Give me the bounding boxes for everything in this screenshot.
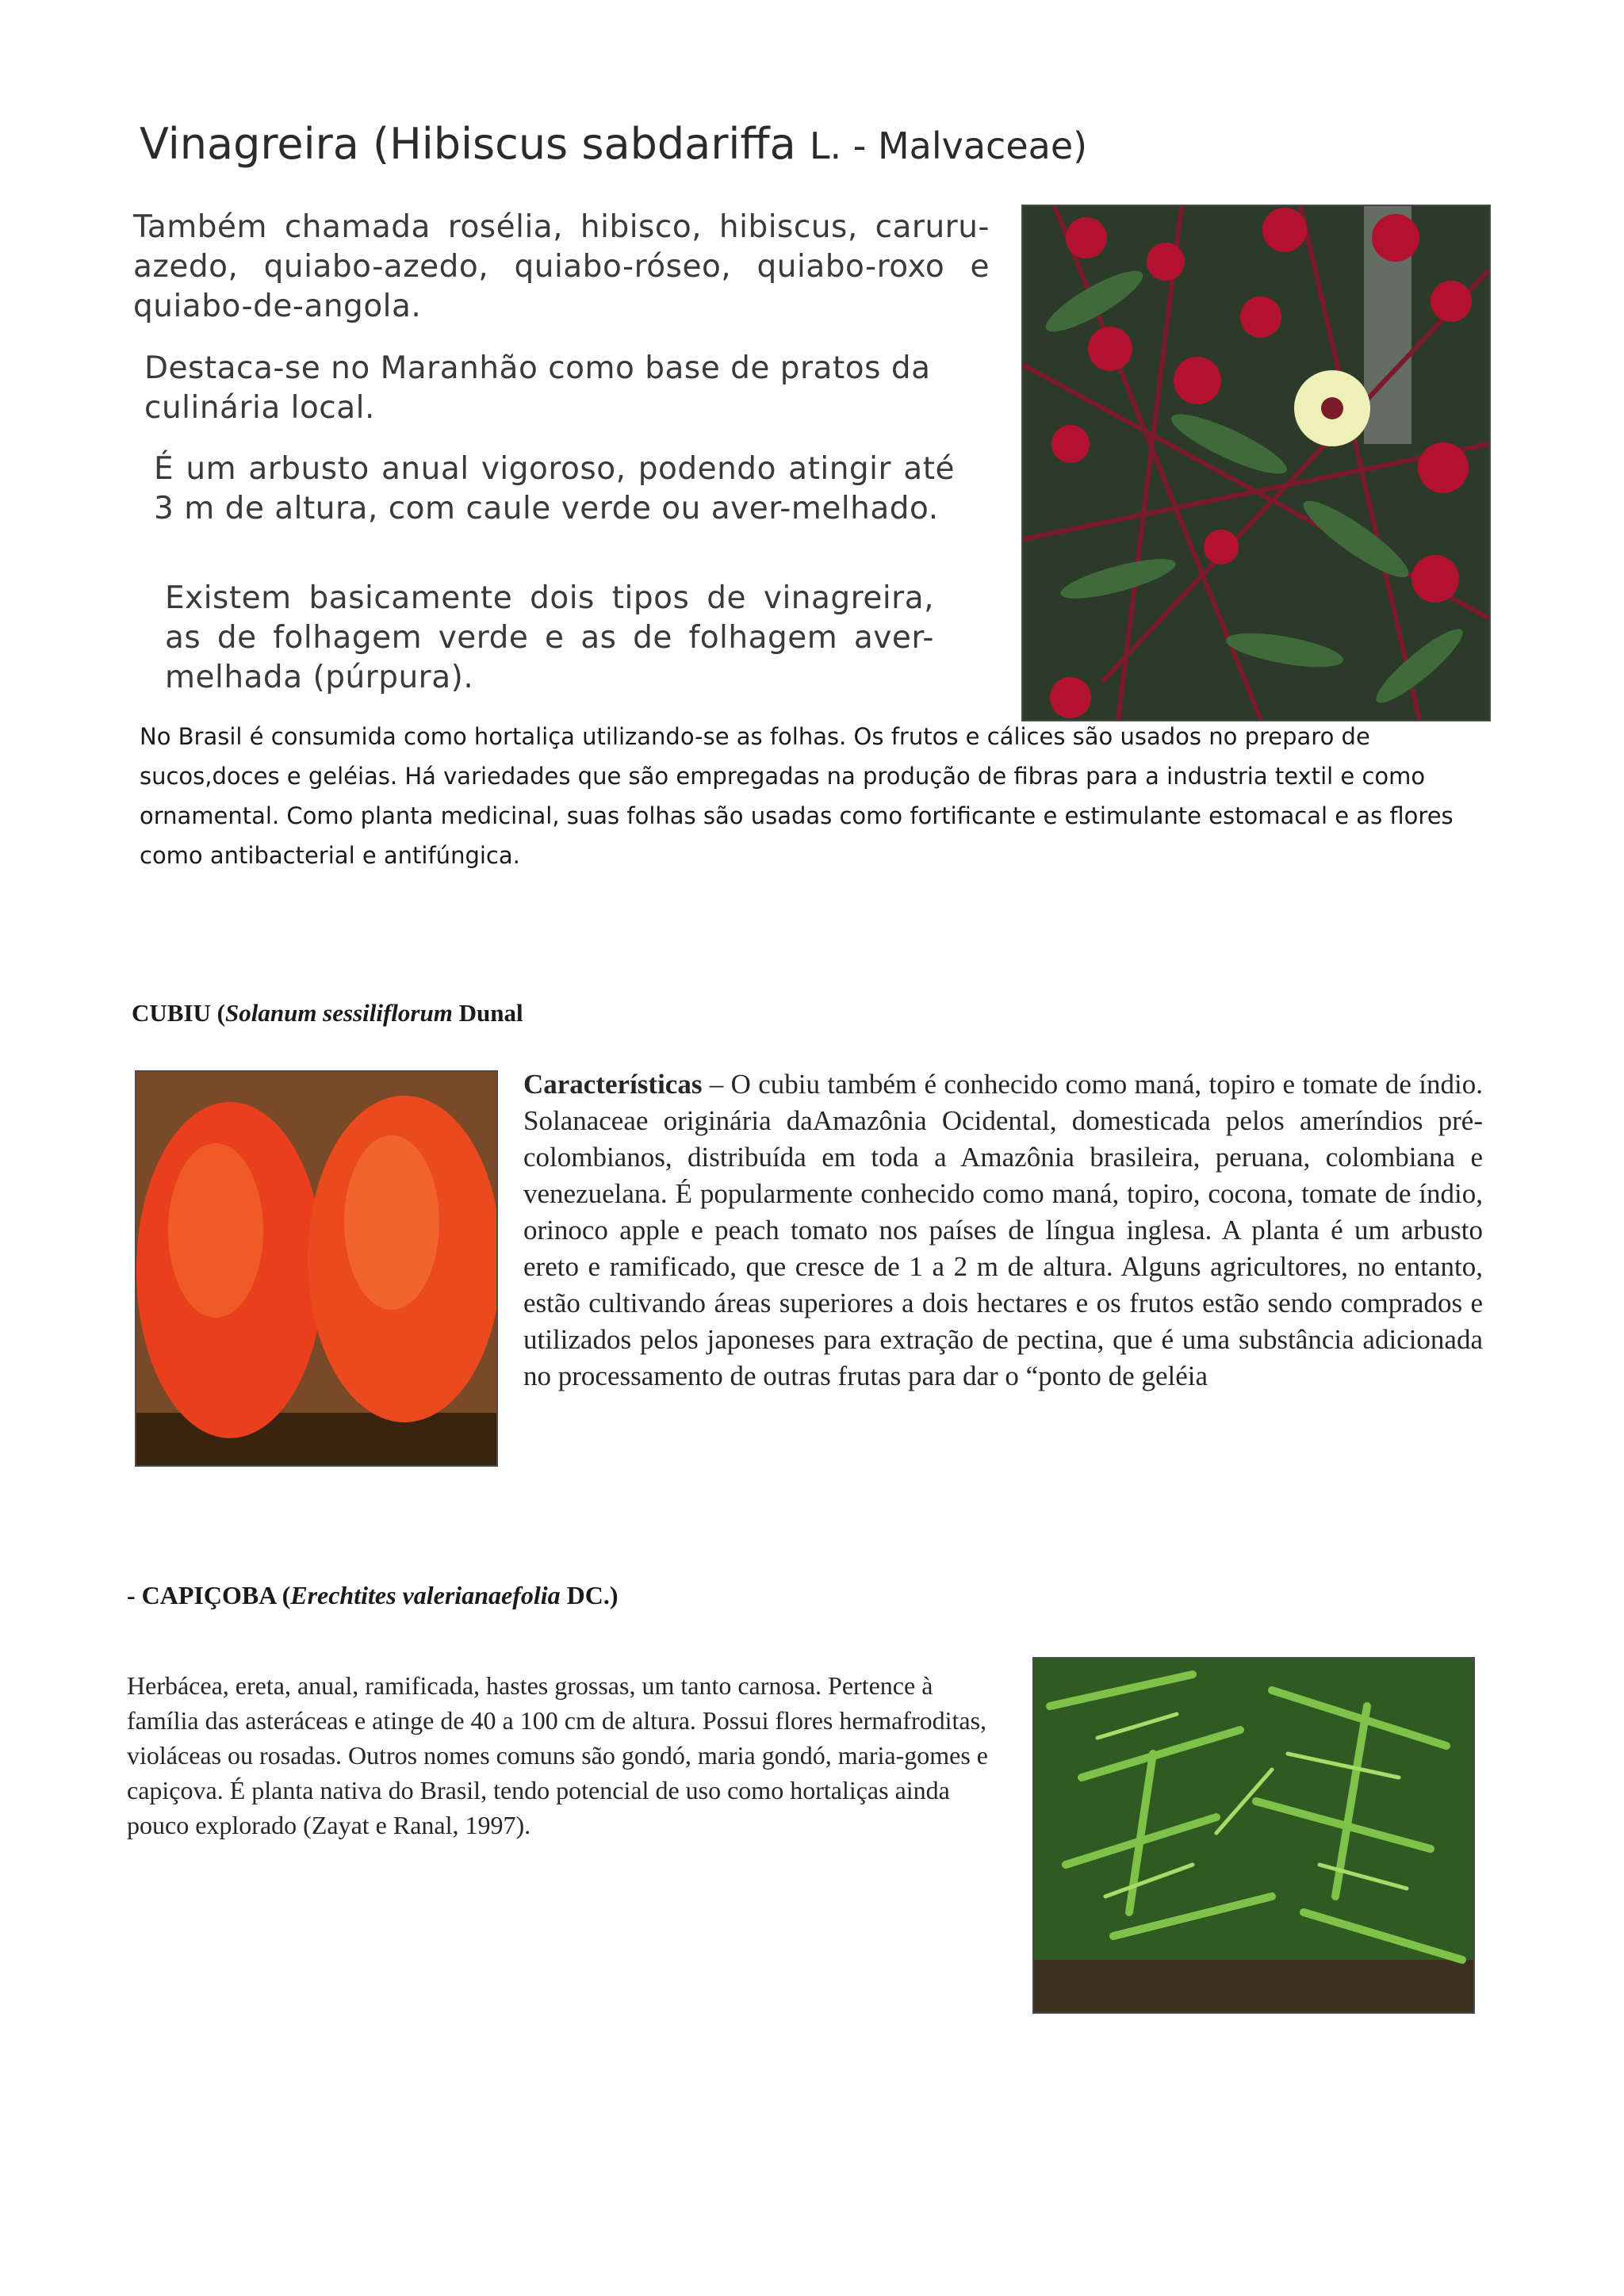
vinagreira-common-names: Também chamada rosélia, hibisco, hibiscus, caruru-azedo, quiabo-azedo, quiabo-róseo, quiabo-roxo e quiabo-de-angola.: [133, 209, 990, 324]
vinagreira-description: É um arbusto anual vigoroso, podendo atingir até 3 m de altura, com caule verde ou aver-melhado.: [154, 451, 955, 526]
vinagreira-maranhao: Destaca-se no Maranhão como base de pratos da culinária local.: [144, 350, 931, 426]
cubiu-characteristics-label: Características: [523, 1069, 703, 1100]
cubiu-title-post: Dunal: [452, 999, 523, 1027]
cubiu-title-species: Solanum sessiliflorum: [224, 999, 453, 1027]
vinagreira-title: [140, 119, 1087, 169]
vinagreira-title-author: L. - Malvaceae): [809, 124, 1088, 167]
cubiu-characteristics-text: – O cubiu também é conhecido como maná, topiro e tomate de índio. Solanaceae originária daAmazônia Ocidental, domesticada pelos ameríndios pré-colombianos, distribuída em toda a Amazônia brasileira, peruana, colombiana e venezuelana. É popularmente conhecido como maná, topiro, cocona, tomate de índio, orinoco apple e peach tomato nos países de língua inglesa. A planta é um arbusto ereto e ramificado, que cresce de 1 a 2 m de altura. Alguns agricultores, no entanto, estão cultivando áreas superiores a dois hectares e os frutos estão sendo comprados e utilizados pelos japoneses para extração de pectina, que é uma substância adicionada no processamento de outras frutas para dar o “ponto de geléia: [523, 1069, 1483, 1391]
hibiscus-photo: [1021, 205, 1491, 721]
capicoba-photo: [1032, 1657, 1475, 2014]
vinagreira-types: Existem basicamente dois tipos de vinagreira, as de folhagem verde e as de folhagem aver-melhada (púrpura).: [165, 580, 934, 695]
capicoba-title-pre: - CAPIÇOBA (: [127, 1581, 291, 1609]
cubiu-photo: [135, 1070, 498, 1467]
vinagreira-title-main: Vinagreira (Hibiscus sabdariffa: [140, 119, 796, 169]
capicoba-title-species: Erechtites valerianaefolia: [290, 1581, 561, 1609]
capicoba-description: Herbácea, ereta, anual, ramificada, hastes grossas, um tanto carnosa. Pertence à família das asteráceas e atinge de 40 a 100 cm de altura. Possui flores hermafroditas, violáceas ou rosadas. Outros nomes comuns são gondó, maria gondó, maria-gomes e capiçova. É planta nativa do Brasil, tendo potencial de uso como hortaliças ainda pouco explorado (Zayat e Ranal, 1997).: [127, 1671, 988, 1839]
cubiu-description: [523, 1066, 1483, 1395]
capicoba-title-post: DC.): [560, 1581, 619, 1609]
capicoba-title: [127, 1581, 619, 1610]
cubiu-title: [132, 999, 523, 1027]
cubiu-title-pre: CUBIU (: [132, 999, 225, 1027]
vinagreira-uses: No Brasil é consumida como hortaliça utilizando-se as folhas. Os frutos e cálices são usados no preparo de sucos,doces e geléias. Há variedades que são empregadas na produção de fibras para a industria textil e como ornamental. Como planta medicinal, suas folhas são usadas como fortificante e estimulante estomacal e as flores como antibacterial e antifúngica.: [140, 723, 1454, 869]
